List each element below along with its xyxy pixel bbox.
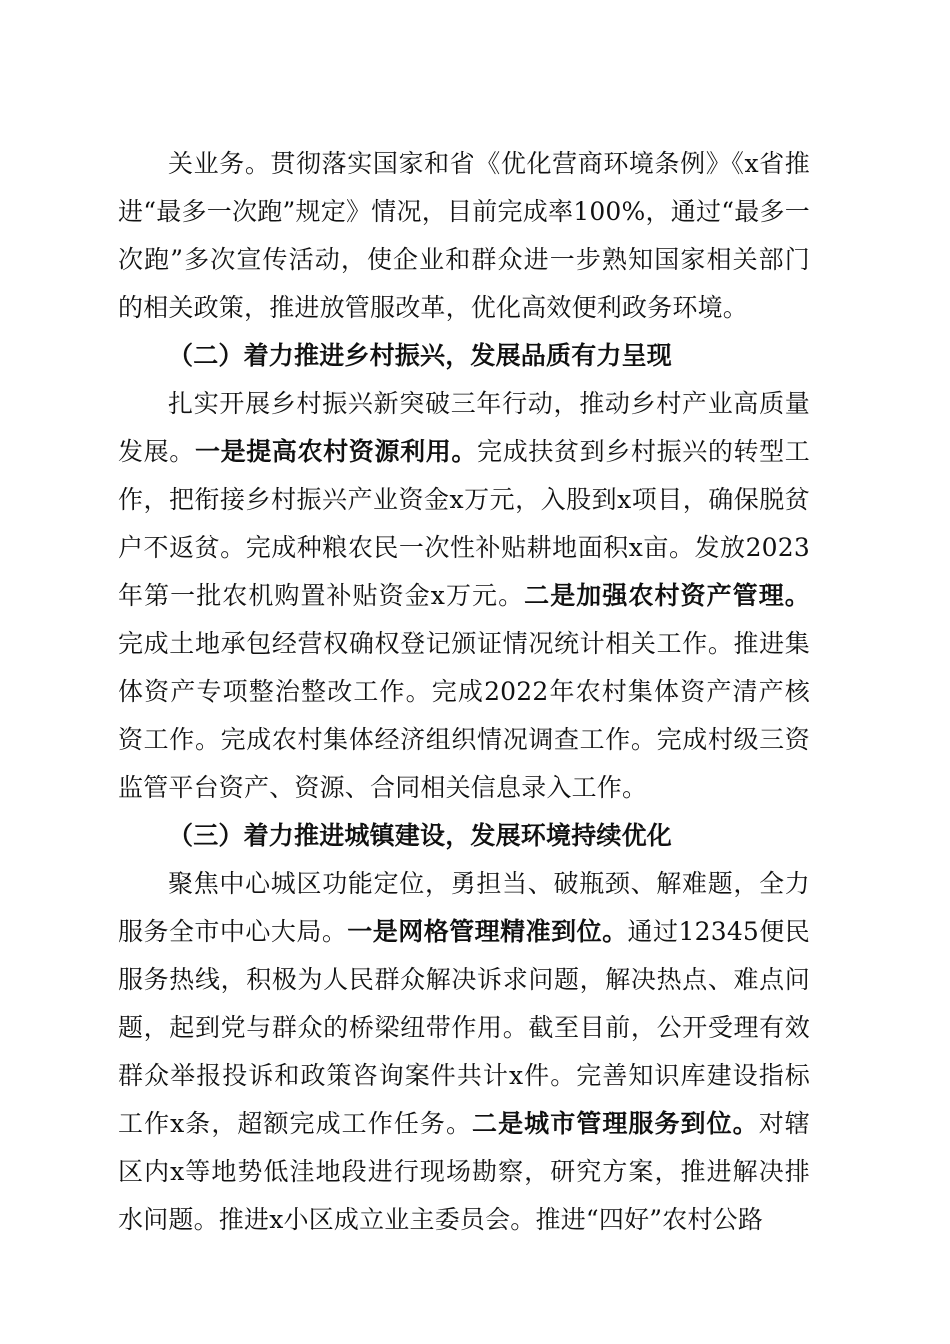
text-run: 关业务。贯彻落实国家和省《优化营商环境条例》《x省推进“最多一次跑”规定》情况，目前完成率100%，通过“最多一次跑”多次宣传活动，使企业和群众进一步熟知国家相关部门的相关政策，推进放管服改革，优化高效便利政务环境。	[118, 149, 810, 322]
section-heading-rural-revitalization: （二）着力推进乡村振兴，发展品质有力呈现	[168, 341, 673, 370]
paragraph-rural-revitalization	[118, 380, 810, 812]
section-heading-urban-construction: （三）着力推进城镇建设，发展环境持续优化	[168, 821, 673, 850]
text-run: 完成扶贫到乡村振兴的转型工作，把衔接乡村振兴产业资金x万元，入股到x项目，确保脱贫户不返贫。完成种粮农民一次性补贴耕地面积x亩。发放2023年第一批农机购置补贴资金x万元。	[118, 437, 810, 610]
paragraph-urban-construction	[118, 860, 810, 1244]
bold-point-2: 二是加强农村资产管理。	[524, 581, 810, 610]
text-run: 通过12345便民服务热线，积极为人民群众解决诉求问题，解决热点、难点问题，起到党与群众的桥梁纽带作用。截至目前，公开受理有效群众举报投诉和政策咨询案件共计x件。完善知识库建设指标工作x条，超额完成工作任务。	[118, 917, 810, 1138]
bold-point-1: 一是提高农村资源利用。	[194, 437, 478, 466]
text-run: 聚焦中心城区功能定位，勇担当、破瓶颈、解难题，全力服务全市中心大局。	[118, 869, 810, 946]
text-run: 扎实开展乡村振兴新突破三年行动，推动乡村产业高质量发展。	[118, 389, 810, 466]
paragraph-business-environment	[118, 140, 810, 332]
bold-point-1: 一是网格管理精准到位。	[347, 917, 628, 946]
bold-point-2: 二是城市管理服务到位。	[472, 1109, 759, 1138]
text-run: 完成土地承包经营权确权登记颁证情况统计相关工作。推进集体资产专项整治整改工作。完成2022年农村集体资产清产核资工作。完成农村集体经济组织情况调查工作。完成村级三资监管平台资产、资源、合同相关信息录入工作。	[118, 629, 810, 802]
document-page	[118, 140, 810, 1244]
text-run: 对辖区内x等地势低洼地段进行现场勘察，研究方案，推进解决排水问题。推进x小区成立业主委员会。推进“四好”农村公路	[118, 1109, 810, 1234]
